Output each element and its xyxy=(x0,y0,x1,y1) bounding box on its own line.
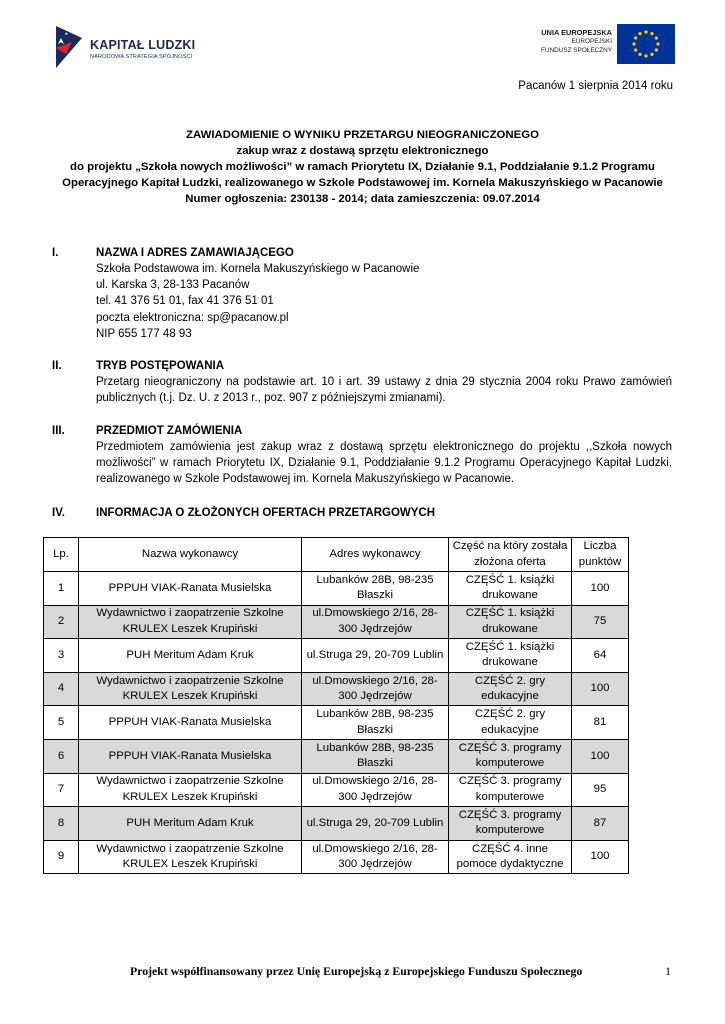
cell-address: Lubanków 28B, 98-235 Błaszki xyxy=(302,739,449,773)
title-line-5: Numer ogłoszenia: 230138 - 2014; data zamieszczenia: 09.07.2014 xyxy=(185,193,540,205)
header-part: Część na który została złożona oferta xyxy=(449,538,572,572)
table-row xyxy=(44,572,629,606)
cell-address: ul.Dmowskiego 2/16, 28-300 Jędrzejów xyxy=(302,605,449,639)
eu-flag-icon xyxy=(617,24,675,64)
cell-name: Wydawnictwo i zaopatrzenie Szkolne KRULEX Leszek Krupiński xyxy=(79,605,302,639)
cell-name: PPPUH VIAK-Ranata Musielska xyxy=(79,739,302,773)
section-body: Przetarg nieograniczony na podstawie art. 10 i art. 39 ustawy z dnia 29 stycznia 2004 roku Prawo zamówień publicznych (t.j. Dz. U. z 2013 r., poz. 907 z późniejszymi zmianami). xyxy=(96,376,672,405)
section-heading: PRZEDMIOT ZAMÓWIENIA xyxy=(96,425,243,437)
cell-points: 75 xyxy=(572,605,629,639)
offers-table xyxy=(43,537,629,874)
cell-lp: 1 xyxy=(44,572,79,606)
table-row xyxy=(44,739,629,773)
section-order-subject xyxy=(52,423,672,493)
cell-part: CZĘŚĆ 1. książki drukowane xyxy=(449,605,572,639)
address-line: poczta elektroniczna: sp@pacanow.pl xyxy=(96,311,289,324)
kapital-ludzki-emblem-icon xyxy=(52,24,88,70)
cell-address: Lubanków 28B, 98-235 Błaszki xyxy=(302,572,449,606)
eu-logo-line1: UNIA EUROPEJSKA xyxy=(541,28,612,37)
document-title xyxy=(30,127,695,207)
cell-part: CZĘŚĆ 3. programy komputerowe xyxy=(449,773,572,807)
cell-part: CZĘŚĆ 1. książki drukowane xyxy=(449,572,572,606)
cell-lp: 9 xyxy=(44,840,79,874)
address-line: ul. Karska 3, 28-133 Pacanów xyxy=(96,279,250,292)
cell-lp: 4 xyxy=(44,672,79,706)
cell-points: 100 xyxy=(572,672,629,706)
section-number: III. xyxy=(52,425,65,437)
header-name: Nazwa wykonawcy xyxy=(79,538,302,572)
eu-logo-line2: EUROPEJSKI xyxy=(571,38,612,46)
table-row xyxy=(44,672,629,706)
section-heading: INFORMACJA O ZŁOŻONYCH OFERTACH PRZETARGOWYCH xyxy=(96,507,436,519)
cell-points: 100 xyxy=(572,572,629,606)
title-line-3: do projektu „Szkoła nowych możliwości” w ramach Priorytetu IX, Działanie 9.1, Poddziałanie 9.1.2 Programu xyxy=(70,161,655,173)
section-body: Przedmiotem zamówienia jest zakup wraz z dostawą sprzętu elektronicznego do projektu ,,Szkoła nowych możliwości” w ramach Priorytetu IX, Działanie 9.1, Poddziałanie 9.1.2 Programu Operacyjnego Kapitał Ludzki, realizowanego w Szkole Podstawowej im. Kornela Makuszyńskiego w Pacanowie. xyxy=(96,441,672,486)
cell-lp: 2 xyxy=(44,605,79,639)
table-row xyxy=(44,605,629,639)
kapital-ludzki-logo xyxy=(52,24,202,70)
table-header-row xyxy=(44,538,629,572)
address-line: Szkoła Podstawowa im. Kornela Makuszyńskiego w Pacanowie xyxy=(96,263,420,275)
title-line-1: ZAWIADOMIENIE O WYNIKU PRZETARGU NIEOGRANICZONEGO xyxy=(186,129,539,141)
cell-points: 100 xyxy=(572,739,629,773)
cell-part: CZĘŚĆ 4. inne pomoce dydaktyczne xyxy=(449,840,572,874)
kapital-ludzki-subtitle: NARODOWA STRATEGIA SPÓJNOŚCI xyxy=(90,54,193,60)
cell-name: PPPUH VIAK-Ranata Musielska xyxy=(79,706,302,740)
eu-logo-line3: FUNDUSZ SPOŁECZNY xyxy=(540,47,612,55)
cell-points: 64 xyxy=(572,639,629,673)
table-row xyxy=(44,840,629,874)
page-number: 1 xyxy=(665,964,671,978)
cell-name: Wydawnictwo i zaopatrzenie Szkolne KRULEX Leszek Krupiński xyxy=(79,840,302,874)
cell-lp: 5 xyxy=(44,706,79,740)
section-body xyxy=(96,261,672,342)
section-offers-info xyxy=(52,505,672,523)
cell-points: 81 xyxy=(572,706,629,740)
header-points: Liczba punktów xyxy=(572,538,629,572)
cell-lp: 3 xyxy=(44,639,79,673)
cell-address: ul.Dmowskiego 2/16, 28-300 Jędrzejów xyxy=(302,773,449,807)
cell-address: ul.Dmowskiego 2/16, 28-300 Jędrzejów xyxy=(302,672,449,706)
title-line-2: zakup wraz z dostawą sprzętu elektronicznego xyxy=(236,145,489,157)
cell-part: CZĘŚĆ 1. książki drukowane xyxy=(449,639,572,673)
cell-address: Lubanków 28B, 98-235 Błaszki xyxy=(302,706,449,740)
title-line-4: Operacyjnego Kapitał Ludzki, realizowanego w Szkole Podstawowej im. Kornela Makuszyńskiego w Pacanowie xyxy=(62,177,663,189)
footer-cofinancing-note: Projekt współfinansowany przez Unię Europejską z Europejskiego Funduszu Społecznego xyxy=(130,964,583,978)
cell-name: PUH Meritum Adam Kruk xyxy=(79,639,302,673)
cell-name: PUH Meritum Adam Kruk xyxy=(79,807,302,841)
section-heading: TRYB POSTĘPOWANIA xyxy=(96,360,224,372)
cell-address: ul.Struga 29, 20-709 Lublin xyxy=(302,639,449,673)
header-address: Adres wykonawcy xyxy=(302,538,449,572)
cell-part: CZĘŚĆ 2. gry edukacyjne xyxy=(449,672,572,706)
document-date: Pacanów 1 sierpnia 2014 roku xyxy=(518,80,673,92)
address-line: tel. 41 376 51 01, fax 41 376 51 01 xyxy=(96,295,274,308)
cell-lp: 8 xyxy=(44,807,79,841)
header-lp: Lp. xyxy=(44,538,79,572)
cell-name: Wydawnictwo i zaopatrzenie Szkolne KRULEX Leszek Krupiński xyxy=(79,773,302,807)
table-row xyxy=(44,807,629,841)
table-row xyxy=(44,706,629,740)
cell-address: ul.Struga 29, 20-709 Lublin xyxy=(302,807,449,841)
section-heading: NAZWA I ADRES ZAMAWIAJĄCEGO xyxy=(96,247,294,259)
table-row xyxy=(44,773,629,807)
cell-part: CZĘŚĆ 3. programy komputerowe xyxy=(449,739,572,773)
cell-name: Wydawnictwo i zaopatrzenie Szkolne KRULEX Leszek Krupiński xyxy=(79,672,302,706)
table-row xyxy=(44,639,629,673)
cell-part: CZĘŚĆ 2. gry edukacyjne xyxy=(449,706,572,740)
cell-points: 95 xyxy=(572,773,629,807)
cell-lp: 7 xyxy=(44,773,79,807)
section-number: I. xyxy=(52,247,59,259)
address-line: NIP 655 177 48 93 xyxy=(96,327,192,340)
cell-points: 100 xyxy=(572,840,629,874)
section-number: II. xyxy=(52,360,62,372)
eu-logo xyxy=(520,24,675,66)
section-number: IV. xyxy=(52,507,66,519)
cell-address: ul.Dmowskiego 2/16, 28-300 Jędrzejów xyxy=(302,840,449,874)
section-procedure-mode xyxy=(52,358,672,410)
section-ordering-party xyxy=(52,245,672,345)
cell-points: 87 xyxy=(572,807,629,841)
eu-logo-text xyxy=(541,28,612,56)
cell-lp: 6 xyxy=(44,739,79,773)
cell-name: PPPUH VIAK-Ranata Musielska xyxy=(79,572,302,606)
kapital-ludzki-name: KAPITAŁ LUDZKI xyxy=(90,38,196,52)
cell-part: CZĘŚĆ 3. programy komputerowe xyxy=(449,807,572,841)
